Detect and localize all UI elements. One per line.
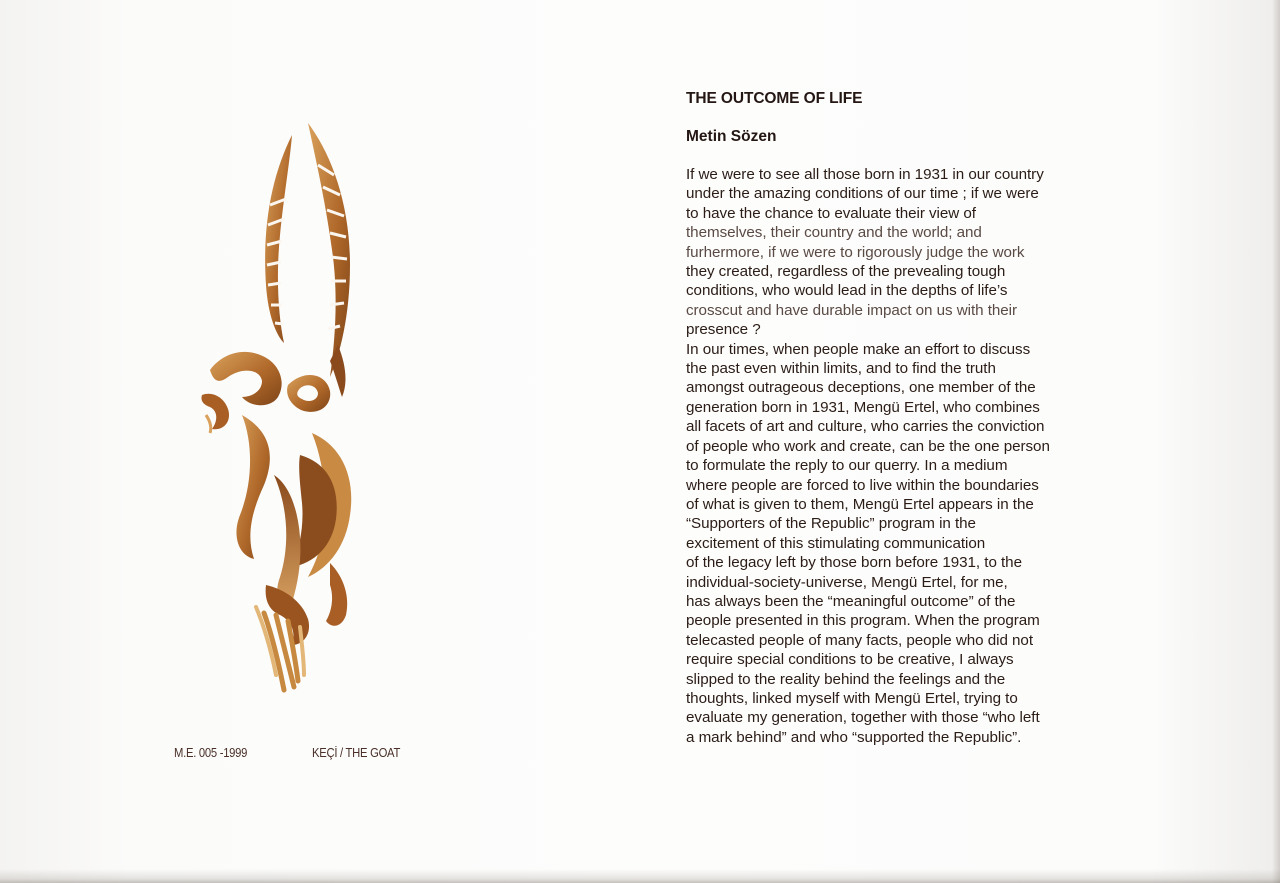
body-line: conditions, who would lead in the depths of life’s [686, 282, 1008, 300]
artwork-code-caption: M.E. 005 -1999 [174, 746, 248, 760]
body-line: generation born in 1931, Mengü Ertel, who combines [686, 398, 1040, 416]
body-line: the past even within limits, and to find the truth [686, 360, 996, 378]
body-line: amongst outrageous deceptions, one member of the [686, 379, 1036, 397]
body-line: has always been the “meaningful outcome” of the [686, 592, 1016, 610]
body-line: “Supporters of the Republic” program in the [686, 515, 976, 533]
article-column [686, 88, 1136, 747]
body-line: people presented in this program. When the program [686, 612, 1040, 630]
body-line: If we were to see all those born in 1931 in our country [686, 166, 1044, 183]
body-line: excitement of this stimulating communication [686, 534, 986, 552]
body-line: of the legacy left by those born before 1931, to the [686, 554, 1022, 572]
body-line: to have the chance to evaluate their view of [686, 204, 976, 222]
body-line: under the amazing conditions of our time ; if we were [686, 185, 1039, 203]
body-line: presence ? [686, 321, 761, 339]
article-title: THE OUTCOME OF LIFE [686, 90, 863, 107]
page-right-edge [1272, 0, 1280, 883]
goat-calligraphy-artwork [180, 115, 390, 705]
body-line: to formulate the reply to our querry. In a medium [686, 457, 1008, 475]
body-line: crosscut and have durable impact on us with their [686, 301, 1018, 319]
body-line: of people who work and create, can be the one person [686, 437, 1050, 455]
artwork-title-caption: KEÇİ / THE GOAT [312, 746, 401, 760]
body-line: telecasted people of many facts, people who did not [686, 631, 1033, 649]
article-body [686, 165, 1136, 747]
body-line: a mark behind” and who “supported the Republic”. [686, 728, 1022, 746]
body-line: individual-society-universe, Mengü Ertel, for me, [686, 573, 1008, 591]
body-line: all facets of art and culture, who carries the conviction [686, 418, 1045, 436]
body-line: where people are forced to live within the boundaries [686, 476, 1039, 494]
body-line: themselves, their country and the world; and [686, 224, 982, 242]
body-line: of what is given to them, Mengü Ertel appears in the [686, 495, 1034, 513]
body-line: In our times, when people make an effort to discuss [686, 340, 1031, 358]
page-bottom-edge [0, 869, 1280, 883]
body-line: furhermore, if we were to rigorously judge the work [686, 243, 1025, 261]
body-line: require special conditions to be creative, I always [686, 651, 1014, 669]
body-line: thoughts, linked myself with Mengü Ertel, trying to [686, 689, 1018, 707]
body-line: evaluate my generation, together with those “who left [686, 709, 1040, 727]
article-author: Metin Sözen [686, 128, 777, 145]
body-line: they created, regardless of the prevealing tough [686, 263, 1006, 281]
body-line: slipped to the reality behind the feelings and the [686, 670, 1006, 688]
